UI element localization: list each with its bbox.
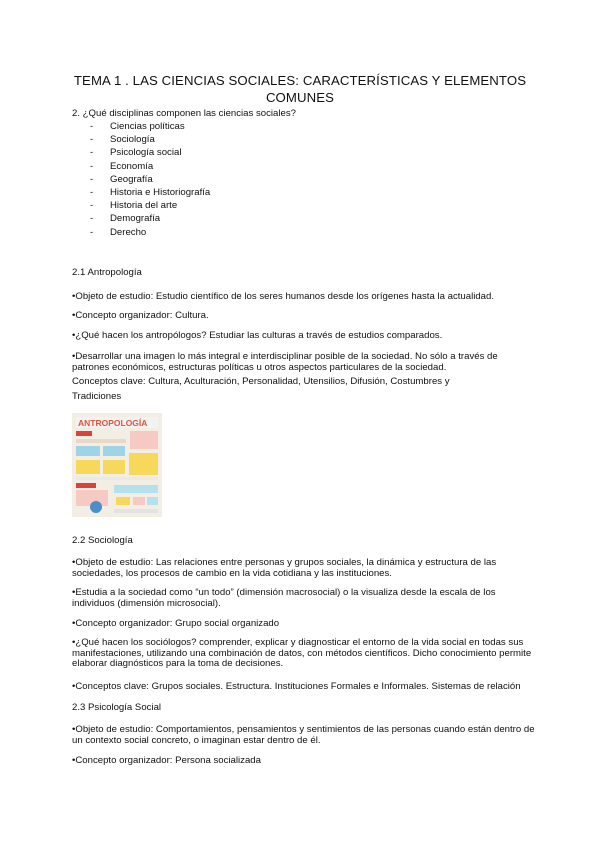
list-bullet: - — [90, 187, 94, 198]
antropologia-desarrollar: •Desarrollar una imagen lo más integral e interdisciplinar posible de la sociedad. No sólo a través de patrones económicos, estructuras políticas u otros aspectos particulares de la sociedad. — [72, 351, 498, 373]
list-item: Economía — [110, 160, 154, 172]
psicologia-concepto: •Concepto organizador: Persona socializada — [72, 755, 261, 766]
antropologia-infographic — [72, 413, 162, 517]
section-heading-antropologia: 2.1 Antropología — [72, 267, 142, 278]
list-item: Derecho — [110, 226, 147, 238]
psicologia-objeto: •Objeto de estudio: Comportamientos, pensamientos y sentimientos de las personas cuando están dentro de un contexto social concreto, o imaginan estar dentro de él. — [72, 724, 535, 746]
list-item: Sociología — [110, 134, 155, 146]
antropologia-objeto: •Objeto de estudio: Estudio científico de los seres humanos desde los orígenes hasta la actualidad. — [72, 291, 495, 302]
list-item: Psicología social — [110, 147, 182, 159]
section-heading-sociologia: 2.2 Sociología — [72, 535, 133, 546]
sociologia-conceptos-clave: •Conceptos clave: Grupos sociales. Estructura. Instituciones Formales e Informales. Sistemas de relación — [72, 681, 521, 692]
list-bullet: - — [90, 121, 94, 132]
antropologia-concepto: •Concepto organizador: Cultura. — [72, 310, 209, 321]
sociologia-objeto: •Objeto de estudio: Las relaciones entre personas y grupos sociales, la dinámica y estructura de las sociedades, los procesos de cambio en la vida cotidiana y las instituciones. — [72, 557, 497, 579]
list-bullet: - — [90, 213, 94, 225]
infographic-graphic — [72, 413, 162, 517]
list-item: Geografía — [110, 173, 153, 185]
list-bullet: - — [90, 134, 94, 146]
list-item: Ciencias políticas — [110, 121, 185, 132]
list-bullet: - — [90, 160, 94, 172]
list-bullet: - — [90, 147, 94, 159]
sociologia-concepto: •Concepto organizador: Grupo social organizado — [72, 618, 280, 629]
list-item: Historia del arte — [110, 200, 178, 212]
sociologia-estudia: •Estudia a la sociedad como “un todo” (dimensión macrosocial) o la visualiza desde la escala de los individuos (dimensión microsocial). — [72, 587, 496, 609]
list-bullet: - — [90, 173, 94, 185]
sociologia-que-hacen: •¿Qué hacen los sociólogos? comprender, explicar y diagnosticar el entorno de la vida social en todas sus manifestaciones, utilizando una combinación de datos, con métodos científicos. Dicho conocimiento permite elaborar diagnósticos para la toma de decisiones. — [72, 637, 532, 669]
list-item: Historia e Historiografía — [110, 187, 211, 198]
question-heading: 2. ¿Qué disciplinas componen las ciencias sociales? — [72, 108, 296, 119]
antropologia-que-hacen: •¿Qué hacen los antropólogos? Estudiar las culturas a través de estudios comparados. — [72, 330, 443, 341]
infographic-title: ANTROPOLOGÍA — [78, 418, 148, 428]
page-title: TEMA 1 . LAS CIENCIAS SOCIALES: CARACTERÍSTICAS Y ELEMENTOS COMUNES — [73, 73, 527, 105]
list-item: Demografía — [110, 213, 161, 225]
list-bullet: - — [90, 226, 94, 238]
antropologia-conceptos-clave: Conceptos clave: Cultura, Aculturación, Personalidad, Utensilios, Difusión, Costumbres y Tradiciones — [72, 376, 450, 402]
list-bullet: - — [90, 200, 94, 212]
section-heading-psicologia-social: 2.3 Psicología Social — [72, 702, 162, 713]
